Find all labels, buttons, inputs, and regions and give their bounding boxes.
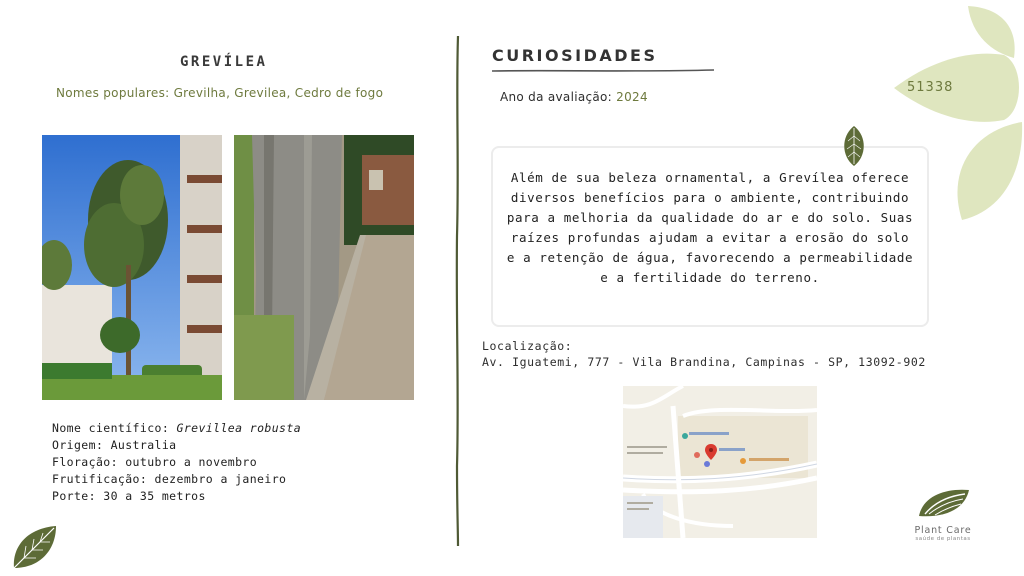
tree-trunk-photo <box>234 135 414 400</box>
size-row: Porte: 30 a 35 metros <box>52 489 206 503</box>
curiosity-text: Além de sua beleza ornamental, a Grevílea oferece diversos benefícios para o ambiente, contribuindo para a melhoria da qualidade do ar e do solo. Suas raízes profundas ajudam a evitar a erosão do solo e a retenção de água, favorecendo a permeabilidade e a fertilidade do terreno. <box>506 170 914 285</box>
scientific-name-label: Nome científico: <box>52 421 170 435</box>
leaves-decoration-icon <box>854 0 1024 230</box>
popular-names: Nomes populares: Grevilha, Grevilea, Cedro de fogo <box>56 86 384 100</box>
plant-facts <box>52 420 301 505</box>
fruiting-row: Frutificação: dezembro a janeiro <box>52 472 287 486</box>
leaf-decoration-icon <box>10 524 60 572</box>
plant-care-logo <box>906 486 980 546</box>
location-address: Av. Iguatemi, 777 - Vila Brandina, Campinas - SP, 13092-902 <box>482 355 926 369</box>
column-divider <box>455 36 461 546</box>
scientific-name-row <box>52 420 301 437</box>
plant-title: GREVÍLEA <box>180 54 268 70</box>
curiosities-title: CURIOSIDADES <box>492 46 658 65</box>
year-label: Ano da avaliação: <box>500 90 613 104</box>
origin-row: Origem: Australia <box>52 438 177 452</box>
location-label: Localização: <box>482 339 573 353</box>
year-value: 2024 <box>616 90 648 104</box>
plant-care-logo-icon <box>915 486 971 520</box>
evaluation-year <box>500 90 648 104</box>
scientific-name-value: Grevillea robusta <box>176 421 302 435</box>
evaluation-id-badge: 51338 <box>907 80 954 95</box>
logo-subtitle: saúde de plantas <box>915 536 971 542</box>
logo-name: Plant Care <box>914 525 972 536</box>
title-underline <box>492 68 714 74</box>
flowering-row: Floração: outubro a novembro <box>52 455 258 469</box>
tree-photo-full <box>42 135 222 400</box>
location-map[interactable] <box>623 386 817 538</box>
